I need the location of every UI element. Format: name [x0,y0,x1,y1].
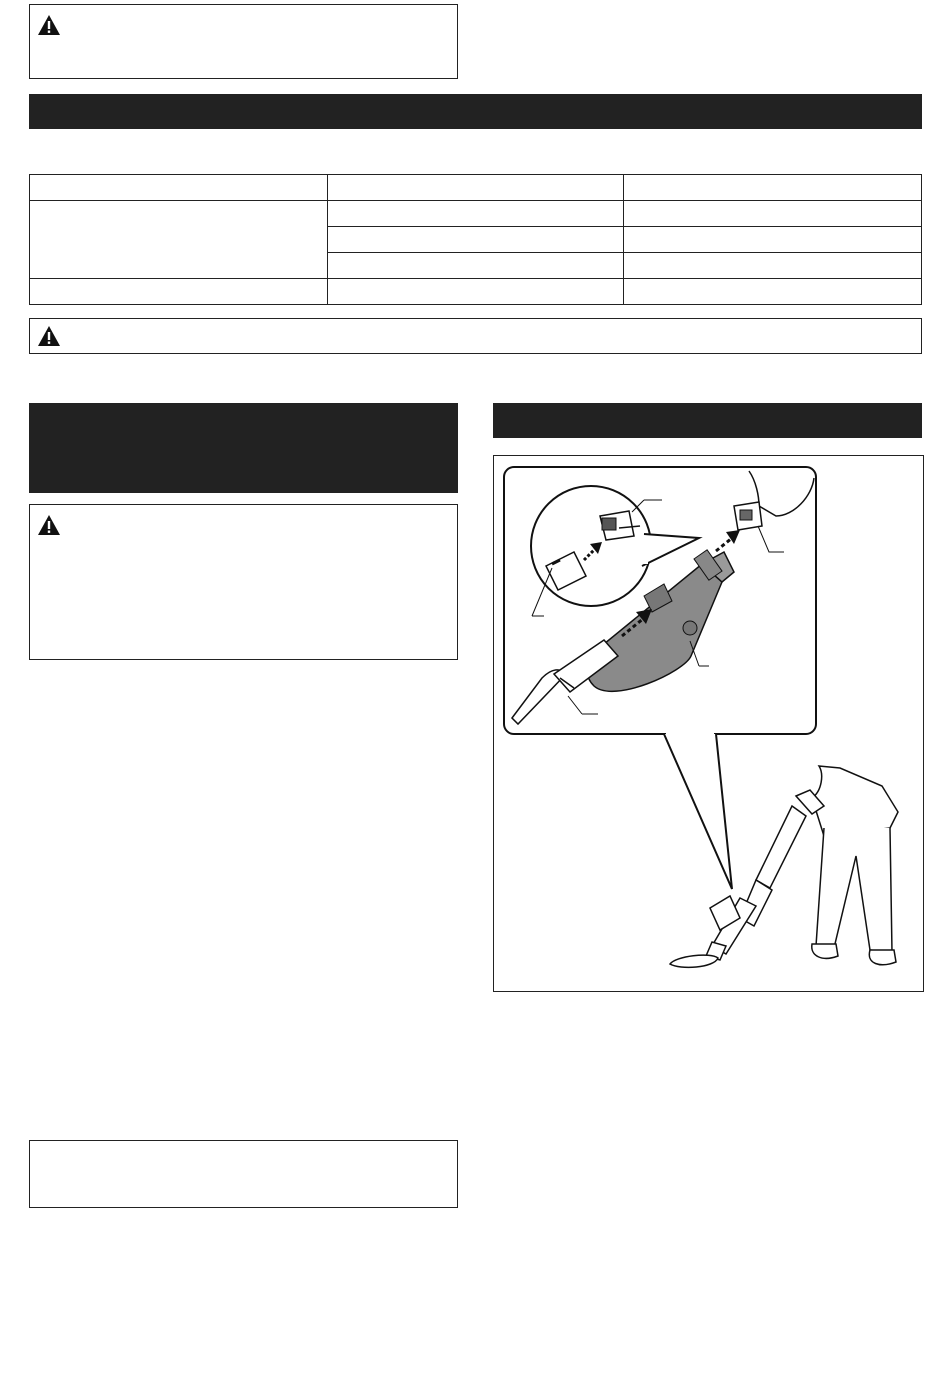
table-cell [624,201,922,227]
section-header-right [493,403,922,438]
attachment-figure [493,455,924,992]
table-row [30,201,922,227]
warning-box-left [29,504,458,660]
warning-box-top [29,4,458,79]
table-row [30,175,922,201]
table-cell [624,227,922,253]
vacuum-cleaner-attachment-illustration [494,456,923,991]
table-cell [30,175,328,201]
warning-triangle-icon [37,514,61,536]
warning-triangle-icon [37,325,61,347]
table-cell [30,201,328,279]
table-cell [327,175,624,201]
section-header-bar [29,94,922,129]
table-cell [624,279,922,305]
table-cell [327,227,624,253]
warning-triangle-icon [37,14,61,36]
note-box-bottom [29,1140,458,1208]
table-cell [624,175,922,201]
table-cell [327,253,624,279]
warning-box-table [29,318,922,354]
table-row [30,279,922,305]
table-cell [327,279,624,305]
section-header-left [29,403,458,493]
spec-table [29,174,922,305]
table-cell [30,279,328,305]
table-cell [624,253,922,279]
table-cell [327,201,624,227]
